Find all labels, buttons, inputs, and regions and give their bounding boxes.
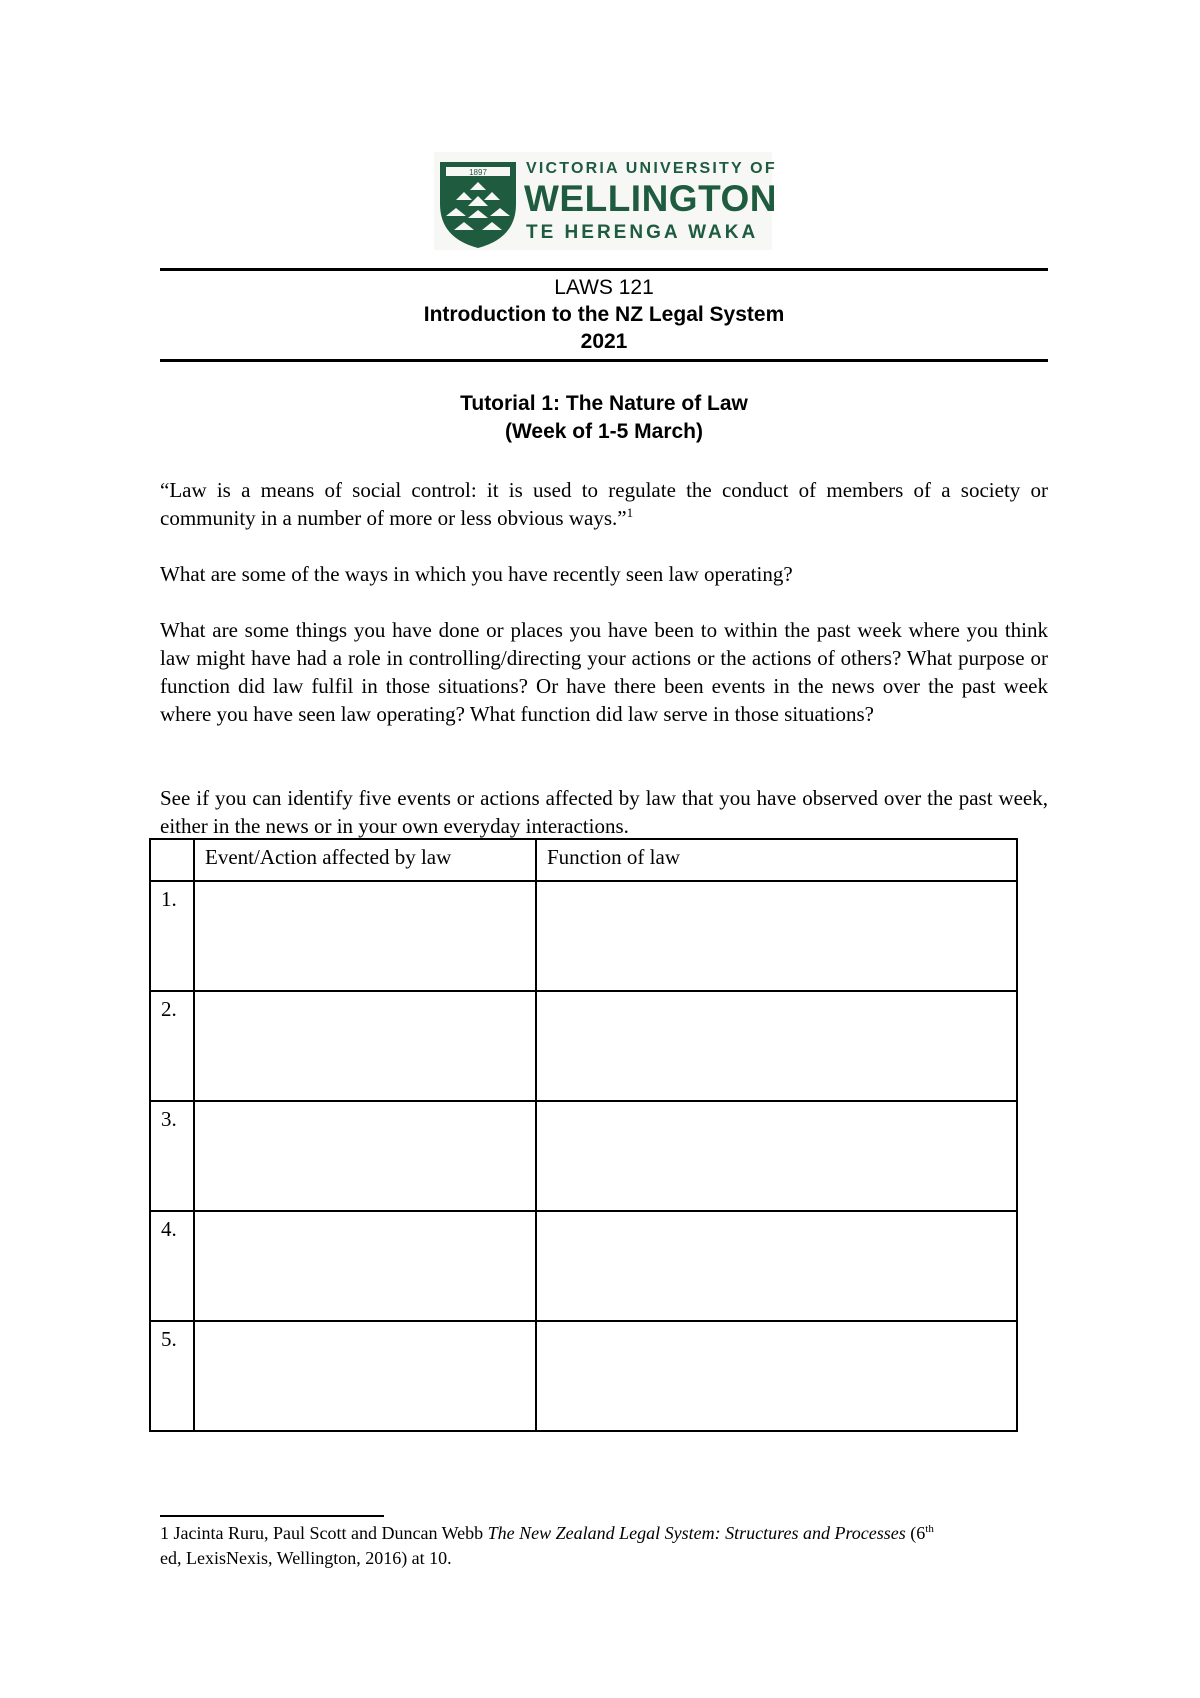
table-row [150,1211,1017,1321]
event-cell[interactable] [194,1321,536,1431]
row-number: 2. [150,991,194,1101]
table-header-row [150,839,1017,881]
header-cell-number [150,839,194,881]
footnote-separator [160,1515,384,1517]
function-cell[interactable] [536,1211,1017,1321]
footnote-number: 1 [160,1523,169,1543]
events-table [149,838,1018,1432]
question-3: See if you can identify five events or actions affected by law that you have observed over the past week, either in the news or in your own everyday interactions. [160,786,1048,838]
function-cell[interactable] [536,881,1017,991]
footnote-edition: (6 [910,1523,926,1543]
course-title: Introduction to the NZ Legal System [423,303,785,326]
header-rule-top [160,268,1048,271]
function-cell[interactable] [536,991,1017,1101]
header-rule-bottom [160,359,1048,362]
opening-quote [160,476,1048,532]
function-cell[interactable] [536,1321,1017,1431]
footnote-ref[interactable]: 1 [626,505,634,520]
course-year: 2021 [580,330,628,353]
row-number: 3. [150,1101,194,1211]
table-row [150,991,1017,1101]
footnote-book-title: The New Zealand Legal System: Structures and Processes [487,1523,906,1543]
course-code: LAWS 121 [554,276,654,299]
event-cell[interactable] [194,991,536,1101]
question-1: What are some of the ways in which you have recently seen law operating? [160,562,793,586]
table-row [150,1101,1017,1211]
footnote-edition-suffix: th [925,1523,934,1535]
footnote-publisher: ed, LexisNexis, Wellington, 2016) at 10. [160,1548,452,1568]
row-number: 1. [150,881,194,991]
tutorial-title: Tutorial 1: The Nature of Law [460,392,748,415]
footnote-authors: Jacinta Ruru, Paul Scott and Duncan Webb [173,1523,484,1543]
event-cell[interactable] [194,1101,536,1211]
footnote [160,1521,1048,1571]
tutorial-week: (Week of 1-5 March) [505,420,703,443]
logo-line-3: TE HERENGA WAKA [526,222,759,243]
header-cell-function: Function of law [536,839,1017,881]
header-cell-event: Event/Action affected by law [194,839,536,881]
quote-text: “Law is a means of social control: it is used to regulate the conduct of members of a society or community in a number of more or less obvious ways.” [160,478,1048,530]
logo-year: 1897 [469,168,487,177]
table-row [150,1321,1017,1431]
row-number: 5. [150,1321,194,1431]
row-number: 4. [150,1211,194,1321]
event-cell[interactable] [194,881,536,991]
logo-line-1: VICTORIA UNIVERSITY OF [526,160,777,177]
question-2: What are some things you have done or places you have been to within the past week where you think law might have had a role in controlling/directing your actions or the actions of others? What purpose or function did law fulfil in those situations? Or have there been events in the news over the past week where you have seen law operating? What function did law serve in those situations? [160,618,1048,726]
logo-line-2: WELLINGTON [524,178,778,219]
table-row [150,881,1017,991]
function-cell[interactable] [536,1101,1017,1211]
event-cell[interactable] [194,1211,536,1321]
